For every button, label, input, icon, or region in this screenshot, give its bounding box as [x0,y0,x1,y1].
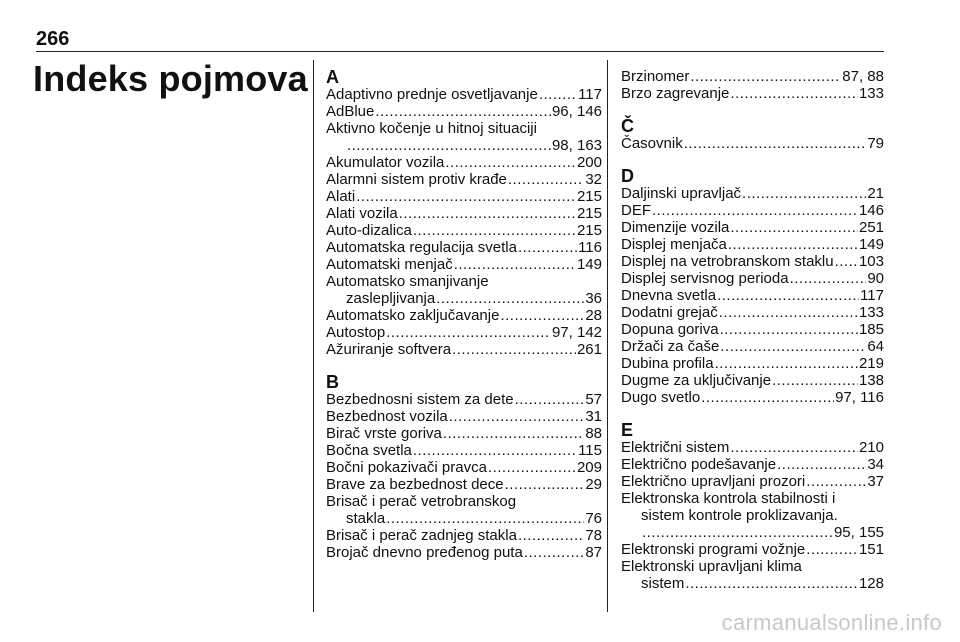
index-entry-term: Alarmni sistem protiv krađe [326,171,507,188]
dot-leader [524,544,584,561]
dot-leader [443,425,584,442]
index-entry-term: Časovnik [621,135,683,152]
index-entry-term: Dopuna goriva [621,321,719,338]
index-entry [621,389,884,406]
section-letter: A [326,67,339,87]
index-column-2 [621,68,884,592]
index-entry-term: Bočna svetla [326,442,412,459]
dot-leader [399,205,576,222]
index-entry-term: Automatska regulacija svetla [326,239,517,256]
dot-leader [642,524,833,541]
index-entry [326,527,602,544]
index-entry-term: zaslepljivanja [346,290,436,307]
index-entry-page: 32 [585,171,602,188]
index-entry-page: 87 [585,544,602,561]
index-entry [621,355,884,372]
index-entry-page: 34 [867,456,884,473]
index-entry [326,171,602,188]
index-entry-term: Displej menjača [621,236,727,253]
dot-leader [835,253,858,270]
index-entry-term: Bezbednosni sistem za dete [326,391,514,408]
index-entry-page: 97, 116 [835,389,884,406]
index-entry-term: Elektronski programi vožnje [621,541,806,558]
dot-leader [720,338,866,355]
dot-leader [719,304,858,321]
dot-leader [454,256,576,273]
index-entry [621,287,884,304]
section-spacer [621,152,884,167]
page-title: Indeks pojmova [33,58,308,99]
index-entry-text: Elektronski upravljani klima [621,558,802,575]
dot-leader [730,85,858,102]
dot-leader [730,219,858,236]
dot-leader [356,188,576,205]
index-entry-term: Displej na vetrobranskom staklu [621,253,834,270]
dot-leader [742,185,866,202]
index-entry-text: Aktivno kočenje u hitnoj situaciji [326,120,537,137]
index-entry-text: Automatsko smanjivanje [326,273,489,290]
index-entry-page: 128 [858,575,884,592]
header-rule [36,51,884,52]
section-letter: B [326,372,339,392]
index-entry-page: 200 [576,154,602,171]
index-entry [326,154,602,171]
section-spacer [326,358,602,373]
index-entry [326,290,602,307]
index-entry-term: DEF [621,202,651,219]
dot-leader [515,391,585,408]
dot-leader [386,510,584,527]
index-entry [621,219,884,236]
index-entry-page: 133 [858,304,884,321]
index-entry [621,185,884,202]
index-entry-page: 88 [585,425,602,442]
index-entry-page: 78 [585,527,602,544]
dot-leader [715,355,858,372]
index-entry-term: Akumulator vozila [326,154,445,171]
index-entry [621,270,884,287]
index-entry [326,86,602,103]
index-entry [326,205,602,222]
dot-leader [684,135,867,152]
section-letter: D [621,166,634,186]
index-entry-text: Elektronska kontrola stabilnosti i [621,490,836,507]
index-entry [326,307,602,324]
index-entry [326,391,602,408]
index-entry [326,341,602,358]
index-entry-page: 138 [858,372,884,389]
index-entry-page: 251 [858,219,884,236]
index-entry-term: Dnevna svetla [621,287,717,304]
index-entry-page: 76 [585,510,602,527]
index-entry [326,103,602,120]
index-entry-term: Dubina profila [621,355,714,372]
section-spacer [621,406,884,421]
dot-leader [347,137,551,154]
index-entry-term: Adaptivno prednje osvetljavanje [326,86,538,103]
column-divider [313,60,314,612]
index-entry-page: 57 [585,391,602,408]
index-entry [621,202,884,219]
index-entry-page: 209 [576,459,602,476]
index-entry-page: 219 [858,355,884,372]
index-entry [621,321,884,338]
index-entry-term: Dodatni grejač [621,304,718,321]
index-entry [326,459,602,476]
index-entry-term: Auto-dizalica [326,222,412,239]
dot-leader [806,473,866,490]
index-entry-term: Dimenzije vozila [621,219,730,236]
index-entry-term: Električno upravljani prozori [621,473,806,490]
watermark: carmanualsonline.info [721,610,942,635]
index-entry [621,236,884,253]
dot-leader [806,541,858,558]
index-entry-page: 37 [867,473,884,490]
index-entry-page: 133 [858,85,884,102]
index-entry-page: 97, 142 [551,324,602,341]
index-entry-term: Displej servisnog perioda [621,270,789,287]
section-letter: E [621,420,634,440]
index-entry-page: 21 [867,185,884,202]
index-entry-term: Brzo zagrevanje [621,85,730,102]
index-entry [621,338,884,355]
index-entry-page: 103 [858,253,884,270]
dot-leader [720,321,858,338]
dot-leader [445,154,576,171]
index-entry [621,524,884,541]
index-entry [621,541,884,558]
index-entry-page: 87, 88 [842,68,884,85]
dot-leader [652,202,858,219]
index-entry-term: Alati vozila [326,205,398,222]
index-entry [621,456,884,473]
index-entry-term: Automatsko zaključavanje [326,307,500,324]
dot-leader [772,372,858,389]
index-entry-text: Brisač i perač vetrobranskog [326,493,517,510]
dot-leader [413,222,576,239]
index-entry [326,442,602,459]
index-entry-page: 117 [860,287,884,304]
index-entry-page: 185 [858,321,884,338]
index-entry-page: 146 [858,202,884,219]
section-letter: Č [621,116,634,136]
index-entry [326,408,602,425]
index-entry-page: 215 [576,222,602,239]
page-number: 266 [36,28,70,50]
dot-leader [717,287,859,304]
dot-leader [436,290,584,307]
index-entry-page: 210 [858,439,884,456]
index-entry-term: stakla [346,510,386,527]
dot-leader [728,236,858,253]
index-entry-page: 151 [858,541,884,558]
index-entry-page: 90 [867,270,884,287]
index-entry [326,239,602,256]
index-entry [326,137,602,154]
index-entry-page: 261 [576,341,602,358]
index-entry-term: Električni sistem [621,439,730,456]
index-entry-page: 31 [585,408,602,425]
dot-leader [690,68,841,85]
index-entry-term: Automatski menjač [326,256,453,273]
index-entry-page: 64 [867,338,884,355]
index-entry-term: Brisač i perač zadnjeg stakla [326,527,517,544]
index-entry-term: Električno podešavanje [621,456,777,473]
index-entry-page: 215 [576,205,602,222]
dot-leader [539,86,577,103]
dot-leader [452,341,576,358]
index-entry-page: 117 [578,86,602,103]
index-entry-page: 115 [578,442,602,459]
index-entry-page: 116 [578,239,602,256]
index-entry-page: 149 [576,256,602,273]
index-entry [621,372,884,389]
dot-leader [449,408,585,425]
dot-leader [413,442,577,459]
index-entry [326,544,602,561]
index-entry [326,256,602,273]
dot-leader [730,439,858,456]
index-entry [326,510,602,527]
index-entry-page: 95, 155 [833,524,884,541]
index-entry-term: Dugme za uključivanje [621,372,772,389]
dot-leader [488,459,576,476]
index-entry-term: Daljinski upravljač [621,185,742,202]
index-entry [621,473,884,490]
index-entry [326,188,602,205]
index-entry [326,222,602,239]
index-entry-term: sistem [641,575,685,592]
index-entry [326,324,602,341]
dot-leader [500,307,584,324]
dot-leader [518,239,577,256]
index-entry [326,476,602,493]
index-entry-page: 29 [585,476,602,493]
index-entry-term: Birač vrste goriva [326,425,442,442]
dot-leader [505,476,585,493]
index-entry-term: Dugo svetlo [621,389,701,406]
dot-leader [790,270,867,287]
index-entry-page: 215 [576,188,602,205]
index-entry [326,425,602,442]
index-entry-term: Brave za bezbednost dece [326,476,504,493]
section-spacer [621,102,884,117]
index-entry [621,68,884,85]
index-entry-term: Autostop [326,324,386,341]
index-entry [621,304,884,321]
dot-leader [518,527,584,544]
index-entry-term: Bočni pokazivači pravca [326,459,487,476]
dot-leader [777,456,866,473]
index-entry-page: 96, 146 [551,103,602,120]
index-entry [621,439,884,456]
dot-leader [508,171,584,188]
index-entry-term: Brzinomer [621,68,690,85]
dot-leader [375,103,551,120]
index-entry [621,85,884,102]
index-entry [621,253,884,270]
index-entry-term: Ažuriranje softvera [326,341,452,358]
dot-leader [386,324,551,341]
index-entry-page: 79 [867,135,884,152]
index-entry-page: 98, 163 [551,137,602,154]
index-entry-term: AdBlue [326,103,375,120]
index-entry-term: Držači za čaše [621,338,720,355]
index-entry-text: sistem kontrole proklizavanja. [641,507,838,524]
index-column-1 [326,68,602,561]
column-divider [607,60,608,612]
index-entry-page: 36 [585,290,602,307]
index-entry-term: Alati [326,188,356,205]
index-entry [621,575,884,592]
dot-leader [701,389,834,406]
index-entry [621,135,884,152]
index-entry-page: 149 [858,236,884,253]
index-entry-term: Brojač dnevno pređenog puta [326,544,523,561]
index-entry-term: Bezbednost vozila [326,408,448,425]
dot-leader [685,575,858,592]
index-entry-page: 28 [585,307,602,324]
